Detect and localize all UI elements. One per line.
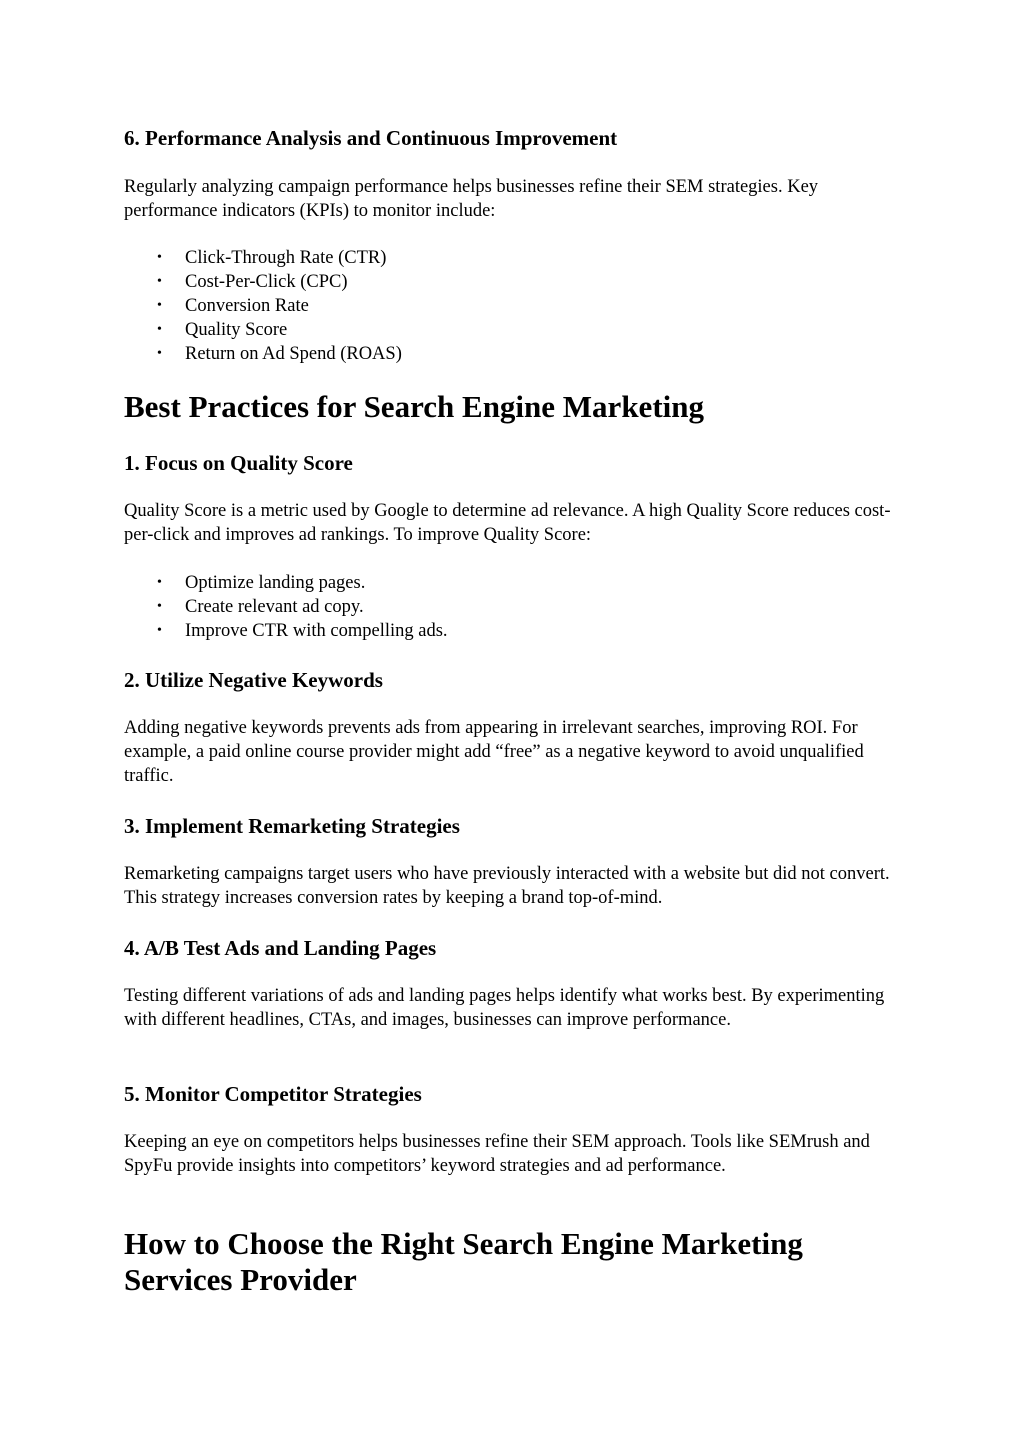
section-heading-negative-keywords: 2. Utilize Negative Keywords: [124, 668, 383, 692]
list-item: • Improve CTR with compelling ads.: [157, 621, 448, 641]
section-heading-competitors: 5. Monitor Competitor Strategies: [124, 1082, 422, 1106]
bullet-icon: •: [157, 599, 162, 614]
paragraph-quality-score: Quality Score is a metric used by Google to determine ad relevance. A high Quality Score reduces cost-per-click and improves ad rankings. To improve Quality Score:: [124, 501, 891, 545]
list-item: • Conversion Rate: [157, 296, 309, 316]
bullet-icon: •: [157, 298, 162, 313]
bullet-icon: •: [157, 346, 162, 361]
paragraph-negative-keywords: Adding negative keywords prevents ads from appearing in irrelevant searches, improving ROI. For example, a paid online course provider might add “free” as a negative keyword to avoid unqualified traffic.: [124, 718, 864, 786]
paragraph-ab-test: Testing different variations of ads and landing pages helps identify what works best. By experimenting with different headlines, CTAs, and images, businesses can improve performance.: [124, 986, 885, 1030]
heading-best-practices: Best Practices for Search Engine Marketing: [124, 389, 704, 424]
list-item: • Cost-Per-Click (CPC): [157, 272, 348, 292]
paragraph-competitors: Keeping an eye on competitors helps businesses refine their SEM approach. Tools like SEMrush and SpyFu provide insights into competitors’ keyword strategies and ad performance.: [124, 1132, 870, 1176]
heading-choose-provider: [124, 1226, 803, 1298]
section-heading-quality-score: 1. Focus on Quality Score: [124, 451, 353, 475]
list-item: • Optimize landing pages.: [157, 573, 366, 593]
bullet-icon: •: [157, 322, 162, 337]
bullet-icon: •: [157, 274, 162, 289]
section-heading-ab-test: 4. A/B Test Ads and Landing Pages: [124, 936, 437, 960]
kpi-bullet-list: [124, 246, 402, 366]
heading-choose-provider-line1: How to Choose the Right Search Engine Marketing: [124, 1226, 803, 1261]
heading-choose-provider-line2: Services Provider: [124, 1262, 357, 1297]
list-item: • Click-Through Rate (CTR): [157, 248, 387, 268]
section-heading-remarketing: 3. Implement Remarketing Strategies: [124, 814, 460, 838]
bullet-icon: •: [157, 623, 162, 638]
paragraph-performance: Regularly analyzing campaign performance helps businesses refine their SEM strategies. Key performance indicators (KPIs) to monitor include:: [124, 177, 819, 221]
section-heading-performance: 6. Performance Analysis and Continuous Improvement: [124, 126, 618, 150]
quality-score-bullet-list: [124, 571, 448, 643]
list-item: • Quality Score: [157, 320, 288, 340]
paragraph-remarketing: Remarketing campaigns target users who have previously interacted with a website but did not convert. This strategy increases conversion rates by keeping a brand top-of-mind.: [124, 864, 890, 908]
bullet-icon: •: [157, 250, 162, 265]
list-item: • Create relevant ad copy.: [157, 597, 364, 617]
bullet-icon: •: [157, 575, 162, 590]
list-item: • Return on Ad Spend (ROAS): [157, 344, 402, 364]
